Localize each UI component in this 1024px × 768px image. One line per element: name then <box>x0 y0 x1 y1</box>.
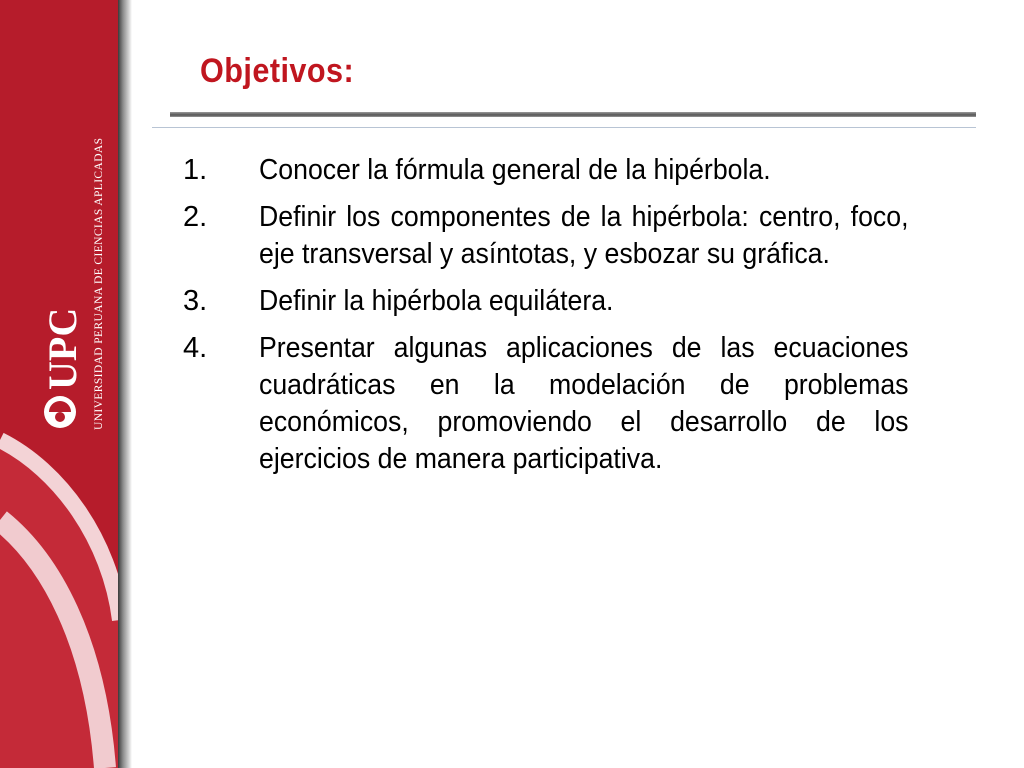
slide-title: Objetivos: <box>200 52 355 90</box>
sidebar-shadow <box>118 0 132 768</box>
item-text: Definir los componentes de la hipérbola: centro, foco, eje transversal y asíntotas, y esbozar su gráfica. <box>259 201 909 270</box>
list-item <box>183 283 965 320</box>
brand-sidebar <box>0 0 120 768</box>
title-divider <box>170 112 976 117</box>
item-number: 1. <box>183 154 208 186</box>
upc-emblem-icon <box>44 396 76 428</box>
item-number: 4. <box>183 332 208 364</box>
item-number: 2. <box>183 201 208 233</box>
list-item <box>183 199 965 273</box>
objectives-list <box>183 152 965 488</box>
upc-logo-text: UPC <box>40 307 85 390</box>
list-item <box>183 152 965 189</box>
upc-logo <box>22 100 105 460</box>
list-item <box>183 330 965 478</box>
item-text: Conocer la fórmula general de la hipérbola. <box>259 154 771 186</box>
item-text: Presentar algunas aplicaciones de las ecuaciones cuadráticas en la modelación de problemas económicos, promoviendo el desarrollo de los ejercicios de manera participativa. <box>259 332 909 475</box>
title-divider-thin <box>152 127 976 128</box>
item-number: 3. <box>183 285 208 317</box>
university-name-text: UNIVERSIDAD PERUANA DE CIENCIAS APLICADAS <box>93 137 105 430</box>
item-text: Definir la hipérbola equilátera. <box>259 285 614 317</box>
